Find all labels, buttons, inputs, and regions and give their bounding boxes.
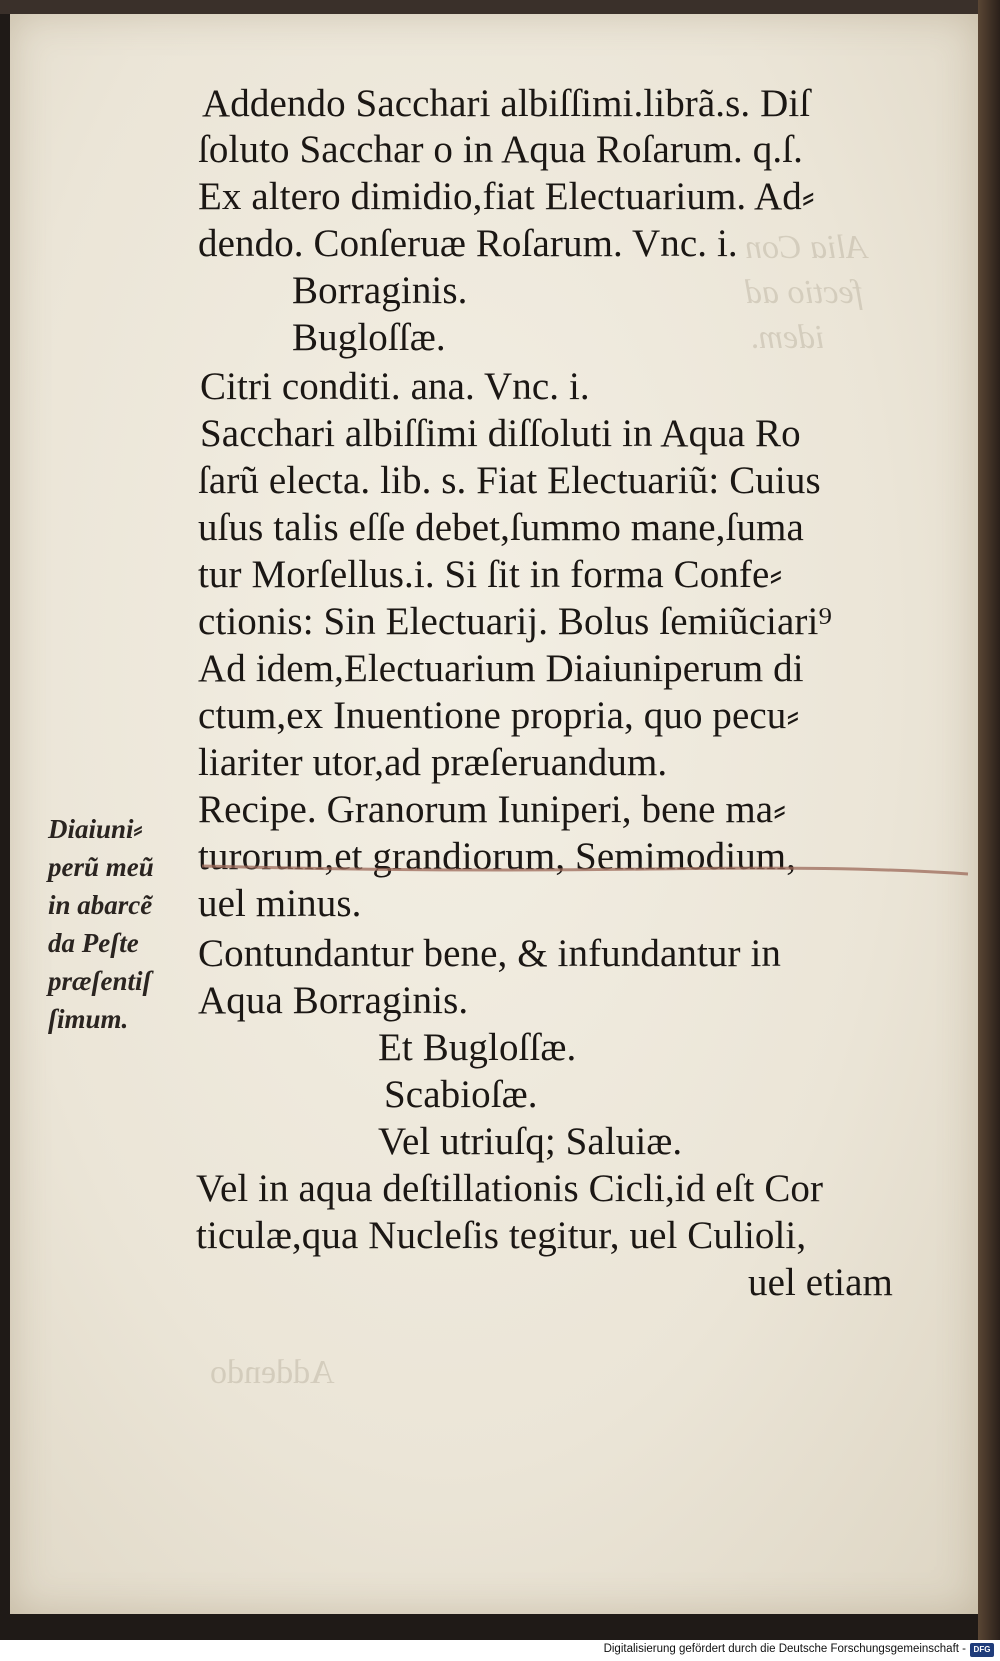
text-line: uel minus. [198,882,362,925]
digitization-footer [0,1640,1000,1661]
text-line: ſoluto Sacchar o in Aqua Roſarum. q.ſ. [198,128,803,171]
text-line: Scabioſæ. [384,1073,538,1116]
bleed-through-text: Alia Con [745,229,867,266]
text-line: ticulæ,qua Nucleſis tegitur, uel Culioli, [196,1214,807,1257]
bleed-through-text: fectio ad [745,274,864,311]
text-line: ſarũ electa. lib. s. Fiat Electuariũ: Cuius [198,459,821,502]
text-line: dendo. Conſeruæ Roſarum. Vnc. i. [198,222,738,265]
text-line: Sacchari albiſſimi diſſoluti in Aqua Ro [200,412,801,455]
text-line: Citri conditi. ana. Vnc. i. [200,365,590,408]
text-line: liariter utor,ad præſeruandum. [198,741,668,784]
bleed-through-text: idem. [750,319,825,356]
text-line: Borraginis. [292,269,468,312]
text-line: Ex altero dimidio,fiat Electuarium. Ad⸗ [198,175,815,218]
text-line: ctum,ex Inuentione propria, quo pecu⸗ [198,694,800,737]
footer-credit: Digitalisierung gefördert durch die Deutsche Forschungsgemeinschaft - [603,1643,966,1655]
text-line: tur Morſellus.i. Si ſit in forma Confe⸗ [198,553,783,596]
margin-note-line: da Peſte [48,928,139,958]
text-line: Recipe. Granorum Iuniperi, bene ma⸗ [198,788,787,831]
text-line: Aqua Borraginis. [198,979,469,1022]
bleed-through-text: Addendo [210,1354,335,1391]
text-line: turorum,et grandiorum, Semimodium, [198,835,797,878]
book-top-edge [0,0,1000,14]
text-line: Vel utriuſq; Saluiæ. [378,1120,683,1163]
dfg-logo-icon: DFG [970,1643,994,1657]
margin-note-line: Diaiuni⸗ [48,814,143,844]
text-line: uel etiam [748,1261,893,1304]
text-line: Et Bugloſſæ. [378,1026,577,1069]
text-line: uſus talis eſſe debet,ſummo mane,ſuma [198,506,804,549]
margin-note-line: in abarcẽ [48,890,153,920]
margin-note-line: ſimum. [48,1004,129,1034]
text-line: Contundantur bene, & infundantur in [198,932,781,975]
margin-note-line: præſentiſ [48,966,152,996]
text-line: ctionis: Sin Electuarij. Bolus ſemiũciari⁹ [198,600,833,643]
text-line: Bugloſſæ. [292,316,446,359]
margin-note-line: perũ meũ [48,852,154,882]
book-page [10,14,978,1614]
handwritten-underline [200,862,970,876]
text-line: Vel in aqua deſtillationis Cicli,id eſt Cor [196,1167,824,1210]
book-right-edge [978,0,1000,1640]
text-line: Ad idem,Electuarium Diaiuniperum di [198,647,804,690]
text-line: Addendo Sacchari albiſſimi.librã.s. Diſ [202,82,811,125]
